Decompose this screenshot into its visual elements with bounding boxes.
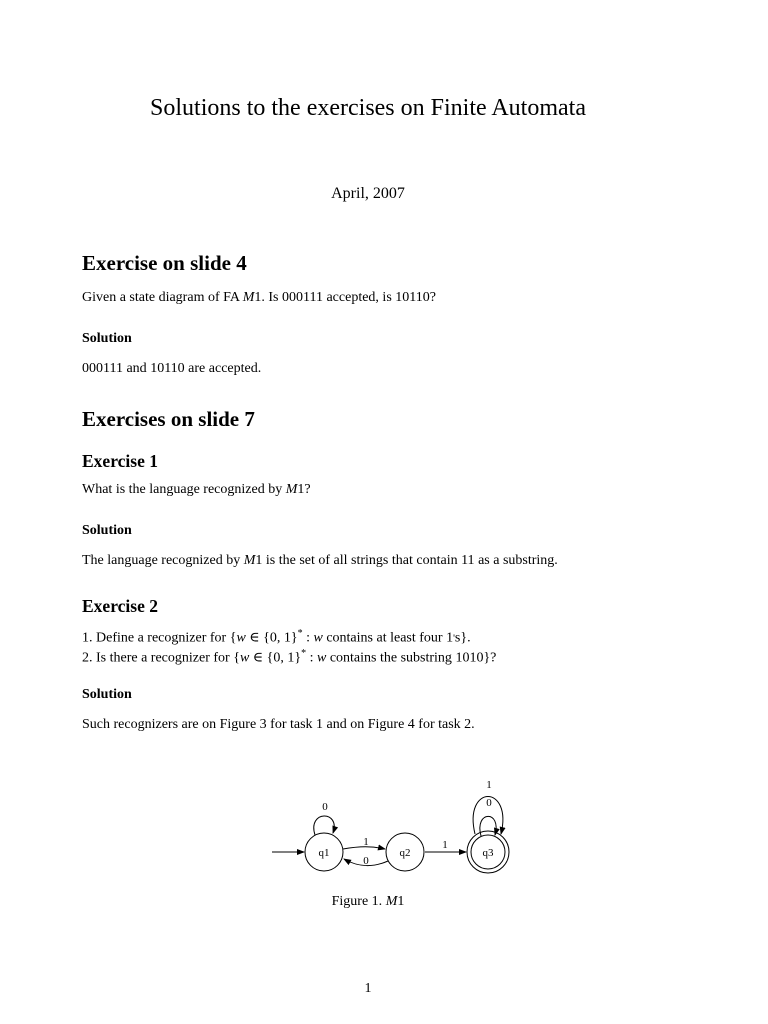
text: s [454,630,461,646]
string-000111: 000111 [82,361,123,376]
math-num: 1 [297,482,305,497]
text: are accepted. [184,361,262,376]
math-m: M [243,553,256,568]
state-label-q3: q3 [482,847,494,859]
slide4-solution [82,361,261,377]
text: ? [304,482,311,497]
slide4-solution-heading: Solution [82,331,132,346]
slide4-question [82,290,436,306]
text: contains the substring [326,650,456,666]
label-q3-loop-outer: 1 [486,779,492,791]
string-10110: 10110 [150,361,185,376]
page-number: 1 [364,981,372,996]
text: What is the language recognized by [82,482,286,497]
brace: }? [483,650,497,666]
math-num: 1 [397,894,405,909]
math-w: w [239,650,250,666]
string-11: 11 [461,553,475,568]
exercise2-item-2 [82,648,496,667]
figure-caption [0,894,736,910]
brace: }. [460,630,471,646]
brace: { [233,650,240,666]
math-num: 1 [254,290,262,305]
exercise1-solution-heading: Solution [82,523,132,538]
exercise2-solution-heading: Solution [82,687,132,702]
string-000111: 000111 [282,290,323,305]
kleene-star: * [301,648,307,659]
state-diagram-m1 [260,770,530,885]
exercise1-heading: Exercise 1 [82,451,158,471]
transition-q3-loop-inner [480,816,496,836]
section-heading-slide-4: Exercise on slide 4 [82,251,247,275]
state-label-q2: q2 [399,847,411,859]
text: 2. Is there a recognizer for [82,650,234,666]
exercise1-question [82,482,311,498]
text: 1. Define a recognizer for [82,630,230,646]
label-q2-q1: 0 [363,855,369,867]
colon: : [302,630,314,646]
exercise2-solution: Such recognizers are on Figure 3 for task 1 and on Figure 4 for task 2. [82,717,475,732]
math-m: M [385,894,398,909]
text: as a substring. [474,553,558,568]
string-10110: 10110 [395,290,430,305]
math-one: 1 [446,630,454,646]
math-m: M [285,482,298,497]
label-q1-q2: 1 [363,836,369,848]
label-q2-q3: 1 [442,839,448,851]
text: and [122,361,151,376]
document-title: Solutions to the exercises on Finite Automata [150,95,586,121]
math-m: M [242,290,255,305]
label-q3-loop-inner: 0 [486,797,492,809]
exercise1-solution [82,553,558,569]
apostrophe: ' [453,633,455,645]
text: contains at least four [322,630,447,646]
string-1010: 1010 [455,650,484,666]
transition-q1-loop [314,816,334,835]
caption-text: Figure 1. [331,894,386,909]
math-w: w [313,630,323,646]
text: is the set of all strings that contain [262,553,462,568]
section-heading-slide-7: Exercises on slide 7 [82,407,255,431]
brace: { [229,630,237,646]
document-date: April, 2007 [331,185,405,202]
kleene-star: * [297,628,303,639]
math-set: ∈ {0, 1} [249,650,302,666]
exercise2-heading: Exercise 2 [82,596,158,616]
math-set: ∈ {0, 1} [245,630,298,646]
state-label-q1: q1 [318,847,330,859]
label-q1-loop: 0 [322,801,328,813]
text: . Is [261,290,282,305]
text: ? [429,290,436,305]
text: The language recognized by [82,553,244,568]
math-w: w [236,630,246,646]
colon: : [306,650,317,666]
text: Given a state diagram of FA [82,290,243,305]
exercise2-item-1 [82,628,471,647]
text: accepted, is [322,290,396,305]
math-num: 1 [255,553,263,568]
math-w: w [316,650,327,666]
